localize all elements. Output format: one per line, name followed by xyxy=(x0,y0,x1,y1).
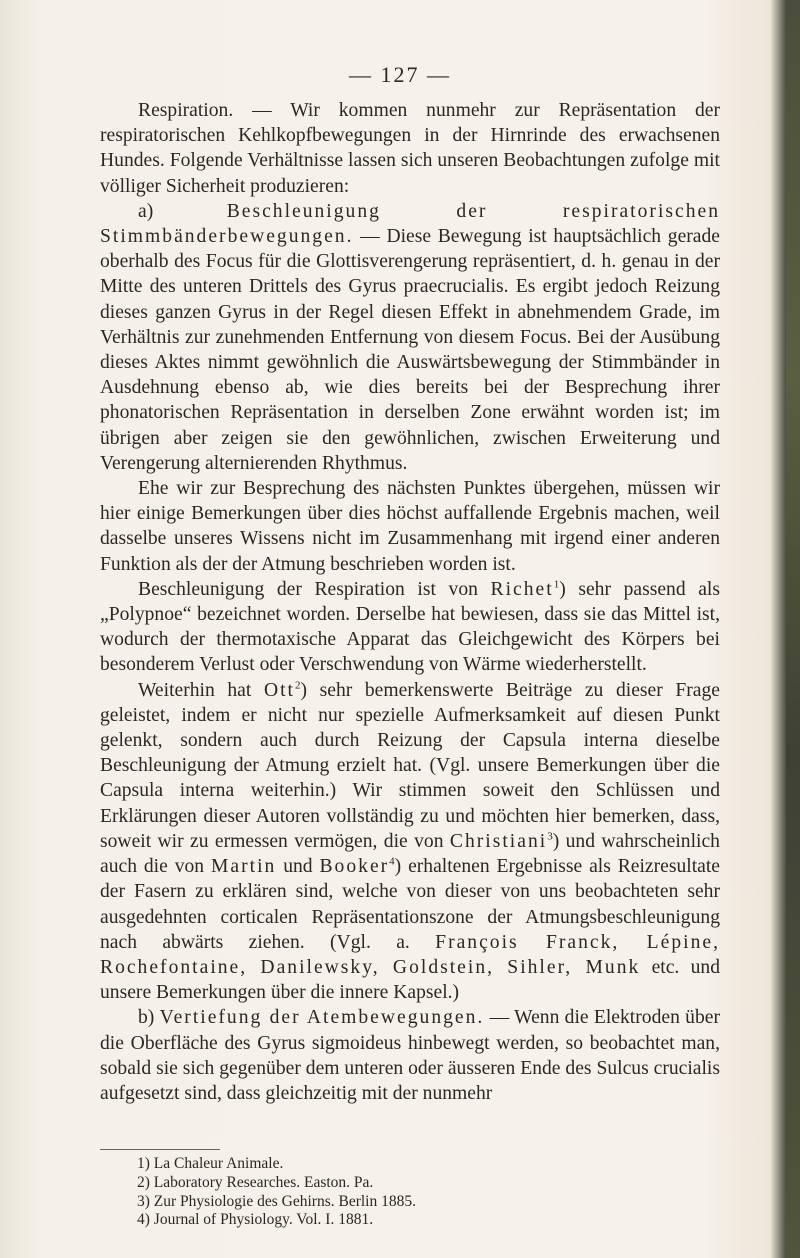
paragraph-text: und xyxy=(276,856,320,878)
page-number: — 127 — xyxy=(349,62,451,87)
footnote-2: 2) Laboratory Researches. Easton. Pa. xyxy=(137,1173,374,1191)
author-name: Booker xyxy=(319,856,390,878)
footnote-ref: 4 xyxy=(389,855,395,868)
paragraph-text: ) und wahrscheinlich auch die von xyxy=(100,830,720,878)
list-marker-b: b) xyxy=(138,1007,160,1029)
author-name: Ott xyxy=(263,679,295,701)
paragraph-text: etc. und unsere Bemerkungen über die innere Kapsel.) xyxy=(100,956,720,1004)
paragraph-ehe-wir: Ehe wir zur Besprechung des nächsten Punktes übergehen, müssen wir hier einige Bemerkungen über dies höchst auffallende Ergebnis machen, weil dasselbe unseres Wissens nicht im Zusammenhang mit irgend einer anderen Funktion als der der Atmung beschrieben worden ist. xyxy=(100,478,720,575)
paragraph-richet xyxy=(100,577,720,678)
paragraph-text: Beschleunigung der Respiration ist von xyxy=(138,578,491,600)
paragraph-beschleunigung xyxy=(100,199,720,476)
author-names: François Franck, Lépine, Rochefontaine, Danilewsky, Goldstein, Sihler, Munk xyxy=(100,931,720,978)
list-marker-a: a) xyxy=(138,200,227,222)
footnote-ref: 1 xyxy=(553,578,560,591)
author-name: Martin xyxy=(210,856,277,878)
paragraph-text: ) sehr passend als „Polypnoe“ bezeichnet worden. Derselbe hat bewiesen, dass sie das Mittel ist, wodurch der thermotaxische Apparat das Gleichgewicht des Körpers bei besonderem Verlust oder Verschwendung von Wärme wiederherstellt. xyxy=(100,578,720,676)
section-heading-beschleunigung: Beschleunigung der respiratorischen Stimmbänderbewegungen. xyxy=(100,200,720,248)
body-text xyxy=(100,98,720,1106)
paragraph-text: Weiterhin hat xyxy=(138,679,264,701)
footnote-4: 4) Journal of Physiology. Vol. I. 1881. xyxy=(137,1211,374,1229)
author-name: Christiani xyxy=(449,830,548,852)
footnote-ref: 3 xyxy=(547,830,553,843)
footnote-divider xyxy=(100,1149,220,1150)
footnote-1: 1) La Chaleur Animale. xyxy=(137,1155,284,1172)
footnotes xyxy=(137,1155,697,1230)
paragraph-respiration: Respiration. — Wir kommen nunmehr zur Repräsentation der respiratorischen Kehlkopfbewegungen in der Hirnrinde des erwachsenen Hundes. Folgende Verhältnisse lassen sich unseren Beobachtungen zufolge mit völliger Sicherheit produzieren: xyxy=(100,100,720,197)
footnote-ref: 2 xyxy=(294,679,301,692)
paragraph-text: ) erhaltenen Ergebnisse als Reizresultate der Fasern zu erklären sind, welche von dieser von uns beobachteten sehr ausgedehnten corticalen Repräsentationszone der Atmungsbeschleunigung nach abwärts ziehen. (Vgl. a. xyxy=(100,856,720,953)
paragraph-text: ) sehr bemerkenswerte Beiträge zu dieser Frage geleistet, indem er nicht nur spezielle Aufmerksamkeit auf diesen Punkt gelenkt, sondern auch durch Reizung der Capsula interna dieselbe Beschleunigung der Atmung erzielt hat. (Vgl. unsere Bemerkungen über die Capsula interna weiterhin.) Wir stimmen soweit den Schlüssen und Erklärungen dieser Autoren vollständig zu und möchten hier bemerken, dass, soweit wir zu ermessen vermögen, die von xyxy=(100,679,720,852)
book-binding-edge xyxy=(786,0,800,1258)
section-heading-vertiefung: Vertiefung der Atembewegungen. xyxy=(159,1007,485,1029)
paragraph-text: — Diese Bewegung ist hauptsächlich gerade oberhalb des Focus für die Glottisverengerung repräsentiert, d. h. genau in der Mitte des unteren Drittels des Gyrus praecrucialis. Es ergibt jedoch Reizung dieses ganzen Gyrus in der Regel diesen Effekt in abnehmendem Grade, im Verhältnis zur zunehmenden Entfernung von diesem Focus. Bei der Ausübung dieses Aktes nimmt gewöhnlich die Auswärtsbewegung der Stimmbänder in Ausdehnung ebenso ab, wie dies bereits bei der Besprechung ihrer phonatorischen Repräsentation in derselben Zone erwähnt worden ist; im übrigen aber zeigen sie den gewöhnlichen, zwischen Erweiterung und Verengerung alternierenden Rhythmus. xyxy=(100,226,720,474)
paragraph-vertiefung xyxy=(100,1005,720,1106)
author-name: Richet xyxy=(490,578,554,600)
footnote-3: 3) Zur Physiologie des Gehirns. Berlin 1885. xyxy=(137,1192,416,1210)
paragraph-text: — Wenn die Elektroden über die Oberfläche des Gyrus sigmoideus hinbewegt werden, so beobachtet man, sobald sie sich gegenüber dem unteren oder äusseren Ende des Sulcus crucialis aufgesetzt sind, dass gleichzeitig mit der nunmehr xyxy=(100,1007,720,1104)
paragraph-ott xyxy=(100,678,720,1006)
